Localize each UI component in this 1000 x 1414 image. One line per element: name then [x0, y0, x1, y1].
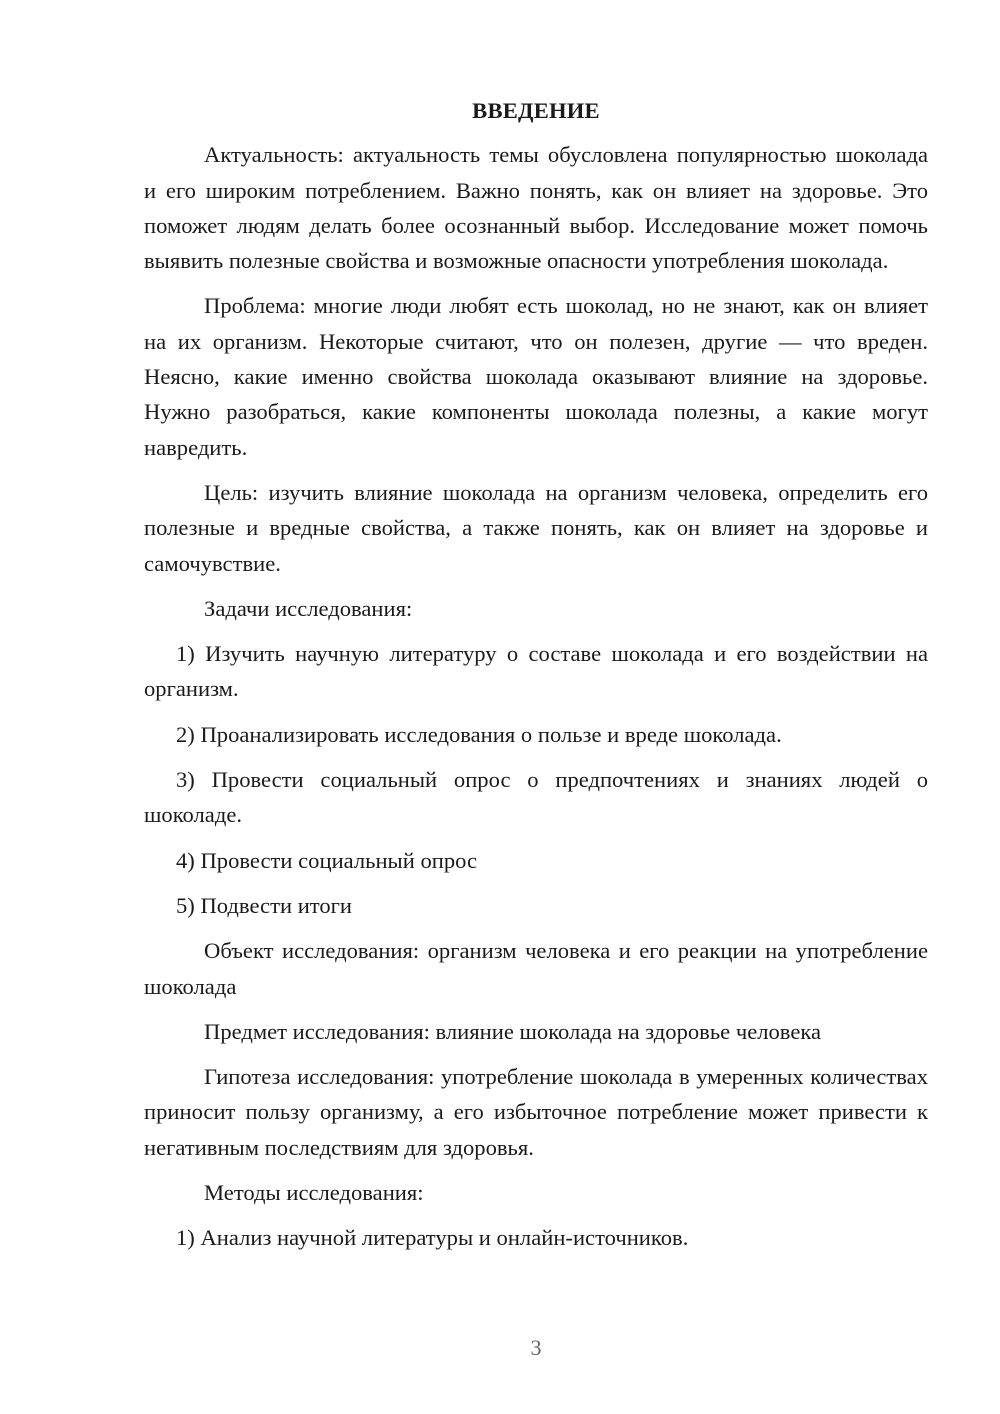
task-item: 5) Подвести итоги: [176, 892, 353, 918]
tasks-heading: Задачи исследования:: [204, 595, 413, 621]
hypothesis-paragraph: Гипотеза исследования: употребление шоколада в умеренных количествах приносит пользу организму, а его избыточное потребление может привести к негативным последствиям для здоровья.: [144, 1064, 928, 1160]
subject-paragraph: Предмет исследования: влияние шоколада на здоровье человека: [204, 1018, 822, 1044]
task-item: 3) Провести социальный опрос о предпочтениях и знаниях людей о шоколаде.: [144, 767, 928, 828]
problem-paragraph: Проблема: многие люди любят есть шоколад, но не знают, как он влияет на их организм. Некоторые считают, что он полезен, другие — что вреден. Неясно, какие именно свойства шоколада оказывают влияние на здоровье. Нужно разобраться, какие компоненты шоколада полезны, а какие могут навредить.: [144, 293, 928, 460]
methods-heading: Методы исследования:: [204, 1180, 424, 1206]
task-item: 2) Проанализировать исследования о пользе и вреде шоколада.: [176, 721, 782, 747]
task-item: 4) Провести социальный опрос: [176, 847, 478, 873]
object-paragraph: Объект исследования: организм человека и его реакции на употребление шоколада: [144, 938, 928, 999]
goal-paragraph: Цель: изучить влияние шоколада на организм человека, определить его полезные и вредные свойства, а также понять, как он влияет на здоровье и самочувствие.: [144, 479, 928, 576]
page-number: 3: [530, 1335, 542, 1360]
page-content: [144, 93, 928, 1266]
method-item: 1) Анализ научной литературы и онлайн-источников.: [176, 1225, 689, 1251]
task-item: 1) Изучить научную литературу о составе шоколада и его воздействии на организм.: [144, 641, 928, 702]
relevance-paragraph: Актуальность: актуальность темы обусловлена популярностью шоколада и его широким потреблением. Важно понять, как он влияет на здоровье. Это поможет людям делать более осознанный выбор. Исследование может помочь выявить полезные свойства и возможные опасности употребления шоколада.: [144, 142, 928, 274]
page-title: ВВЕДЕНИЕ: [472, 98, 600, 123]
